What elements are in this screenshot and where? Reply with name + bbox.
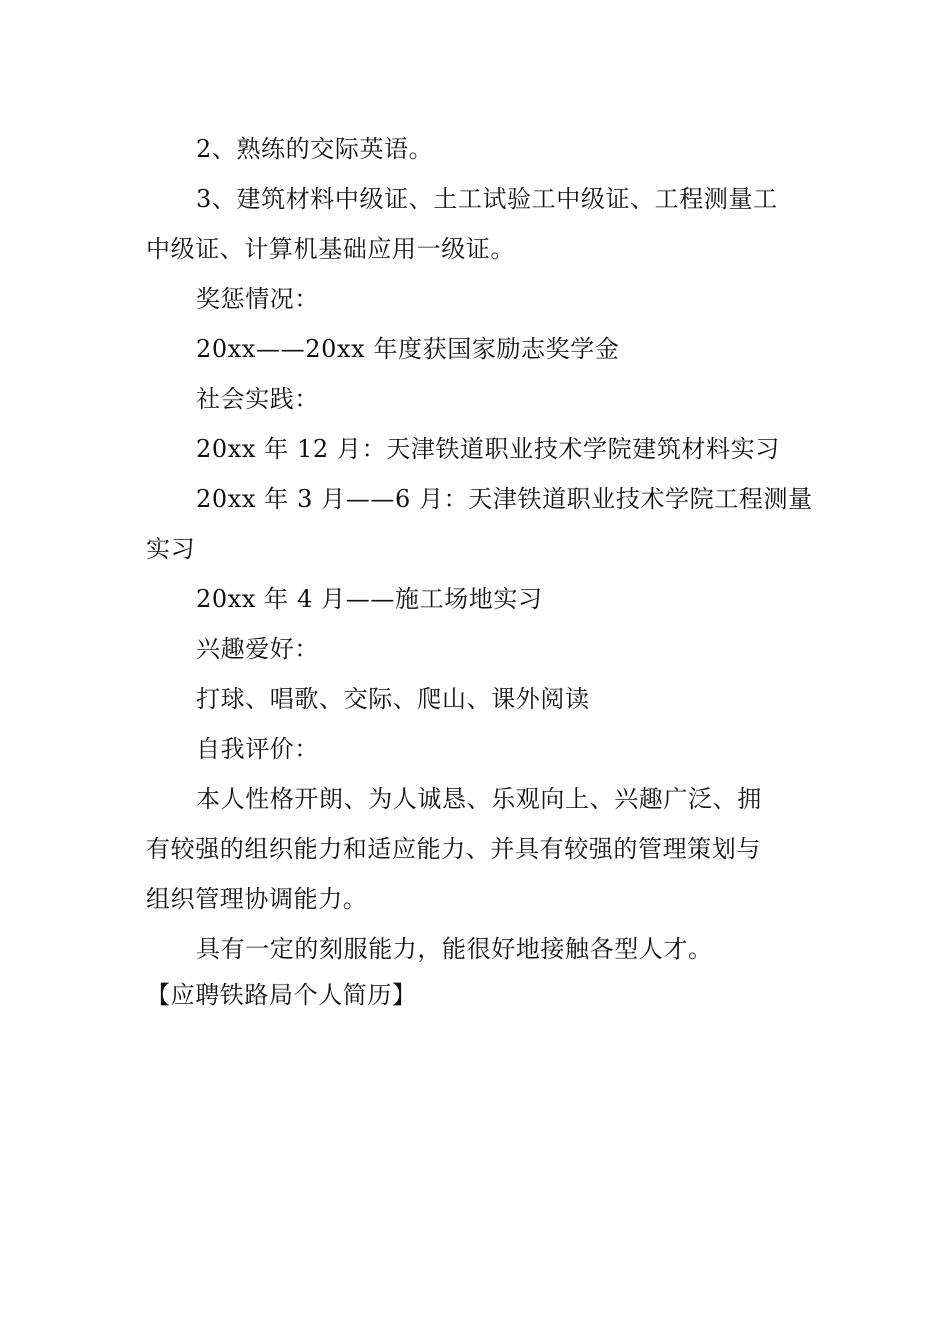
practice-item-2: 20xx 年 3 月——6 月：天津铁道职业技术学院工程测量 — [196, 485, 813, 513]
skill-line-3-cont: 中级证、计算机基础应用一级证。 — [146, 235, 515, 263]
practice-item-1: 20xx 年 12 月：天津铁道职业技术学院建筑材料实习 — [196, 435, 780, 463]
section-heading-self-evaluation: 自我评价： — [196, 735, 319, 763]
practice-item-3: 20xx 年 4 月——施工场地实习 — [196, 585, 543, 613]
document-body — [146, 124, 813, 974]
award-item: 20xx——20xx 年度获国家励志奖学金 — [196, 335, 620, 363]
self-evaluation-line-4: 具有一定的刻服能力，能很好地接触各型人才。 — [196, 935, 713, 963]
practice-item-2-cont: 实习 — [146, 535, 196, 563]
section-heading-awards: 奖惩情况： — [196, 285, 319, 313]
section-heading-hobbies: 兴趣爱好： — [196, 635, 319, 663]
skill-line-3: 3、建筑材料中级证、土工试验工中级证、工程测量工 — [196, 185, 778, 213]
self-evaluation-line-2: 有较强的组织能力和适应能力、并具有较强的管理策划与 — [146, 835, 761, 863]
section-heading-practice: 社会实践： — [196, 385, 319, 413]
self-evaluation-line-1: 本人性格开朗、为人诚恳、乐观向上、兴趣广泛、拥 — [196, 785, 762, 813]
document-footer-title: 【应聘铁路局个人简历】 — [146, 981, 417, 1009]
hobbies-list: 打球、唱歌、交际、爬山、课外阅读 — [196, 685, 590, 713]
self-evaluation-line-3: 组织管理协调能力。 — [146, 885, 368, 913]
skill-line-2: 2、熟练的交际英语。 — [196, 135, 434, 163]
